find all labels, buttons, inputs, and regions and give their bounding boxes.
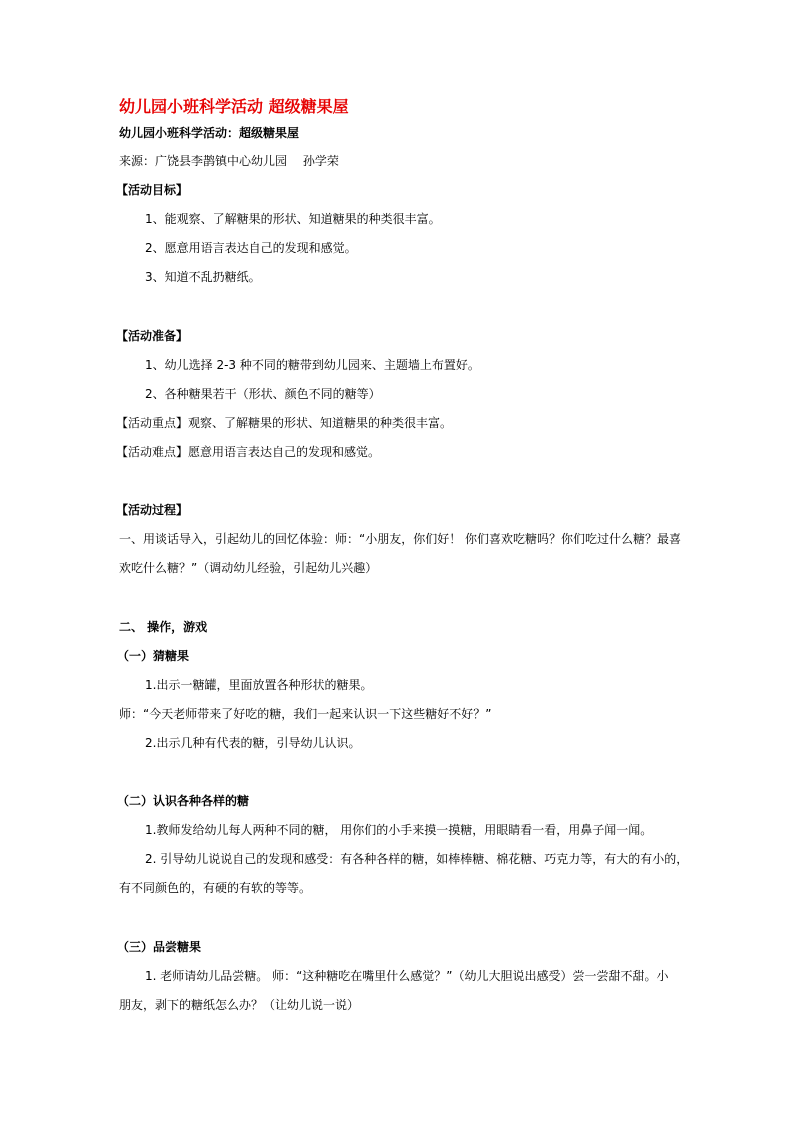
sub1-paragraph: 2.出示几种有代表的糖，引导幼儿认识。 [145,736,361,750]
goals-heading: 【活动目标】 [116,183,189,197]
sub3-heading: （三）品尝糖果 [117,940,202,954]
step1-text-cont: 欢吃什么糖？”（调动幼儿经验，引起幼儿兴趣） [119,561,378,575]
prep-item: 2、各种糖果若干（形状、颜色不同的糖等） [145,387,381,401]
sub2-paragraph: 1.教师发给幼儿每人两种不同的糖， 用你们的小手来摸一摸糖，用眼睛看一看，用鼻子闻一闻。 [145,823,653,837]
doc-subtitle: 幼儿园小班科学活动：超级糖果屋 [119,126,300,140]
step2-heading: 二、 操作，游戏 [119,620,208,634]
goal-item: 2、愿意用语言表达自己的发现和感觉。 [145,241,357,255]
prep-heading: 【活动准备】 [116,329,189,343]
difficulty: 【活动难点】愿意用语言表达自己的发现和感觉。 [116,445,381,459]
sub3-paragraph-cont: 朋友，剥下的糖纸怎么办？（让幼儿说一说） [119,998,360,1012]
step1-text: 一、用谈话导入，引起幼儿的回忆体验：师：“小朋友，你们好！ 你们喜欢吃糖吗？你们吃过什么糖？最喜 [119,532,682,546]
prep-item: 1、幼儿选择 2-3 种不同的糖带到幼儿园来、主题墙上布置好。 [145,358,480,372]
sub2-paragraph-cont: 有不同颜色的，有硬的有软的等等。 [119,881,312,895]
doc-source: 来源：广饶县李鹊镇中心幼儿园 孙学荣 [119,154,339,168]
process-heading: 【活动过程】 [116,503,189,517]
sub1-paragraph: 1.出示一糖罐，里面放置各种形状的糖果。 [145,678,373,692]
goal-item: 1、能观察、了解糖果的形状、知道糖果的种类很丰富。 [145,212,441,226]
sub1-paragraph: 师：“今天老师带来了好吃的糖，我们一起来认识一下这些糖好不好？” [119,707,492,721]
sub2-heading: （二）认识各种各样的糖 [117,794,250,808]
doc-title: 幼儿园小班科学活动 超级糖果屋 [119,97,349,116]
goal-item: 3、知道不乱扔糖纸。 [145,270,261,284]
sub2-paragraph: 2. 引导幼儿说说自己的发现和感受：有各种各样的糖，如棒棒糖、棉花糖、巧克力等，有大的有小的， [145,852,689,866]
sub1-heading: （一）猜糖果 [117,649,190,663]
sub3-paragraph: 1. 老师请幼儿品尝糖。 师：“这种糖吃在嘴里什么感觉？”（幼儿大胆说出感受）尝一尝甜不甜。小 [145,969,669,983]
key-point: 【活动重点】观察、了解糖果的形状、知道糖果的种类很丰富。 [116,416,453,430]
